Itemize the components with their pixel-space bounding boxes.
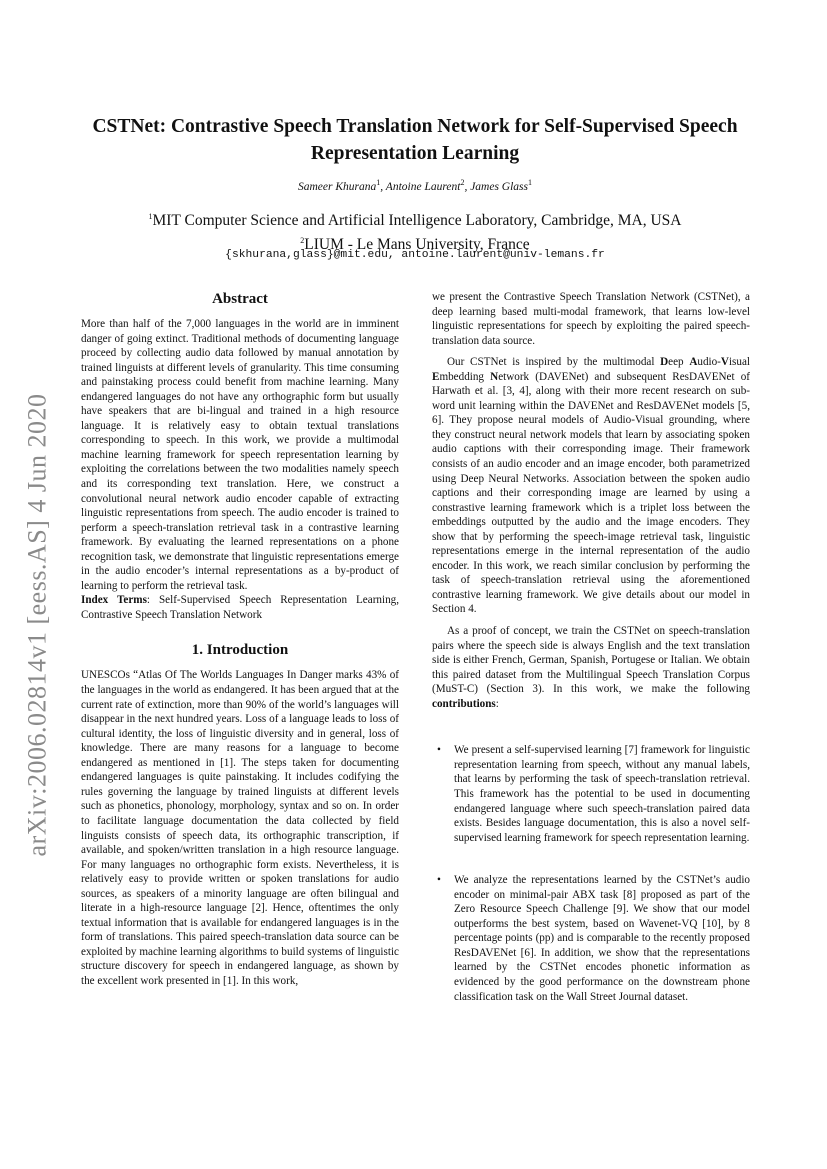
paragraph-body: (DAVENet) and subsequent ResDAVENet of Harwath et al. [3, 4], along with their more recent research on sub-word unit learning within the DAVENet and ResDAVENet models [5, 6]. They propose neural models of Audio-Visual grounding, where they construct neural network models that learn by associating spoken audio captions with their corresponding image. Their framework consists of an audio encoder and an image encoder, both parametrized using Deep Neural Networks. Association between the spoken audio captions and their corresponding image are learned by using a constrastive learning framework which is a triplet loss between the embeddings outputted by the audio and the image encoders. They show that by performing the speech-image retrieval task, linguistic representations emerge in the internal representation of the audio encoder. In this work, we reach similar conclusion by performing the task of speech-translation retrieval using the aforementioned contrastive learning framework. We give details about our model in Section 4. bbox=[432, 370, 751, 616]
abstract-text: More than half of the 7,000 languages in the world are in imminent danger of going extinct. Traditional methods of documenting language proceed by collecting audio data followed by manual annotation by trained linguists at different levels of granularity. This time consuming and painstaking process could benefit from machine learning. Many endangered languages do not have any orthographic form but usually have speakers that are bi-lingual and trained in a high resource language. It is relatively easy to obtain textual translations corresponding to speech. In this work, we provide a multimodal machine learning framework for speech representation learning by exploiting the correlations between the two modalities namely speech and its corresponding text translation. Here, we construct a convolutional neural network audio encoder capable of extracting linguistic representations from speech. The audio encoder is trained to perform a speech-translation retrieval task in a contrastive learning framework. By evaluating the learned representations on a phone recognition task, we demonstrate that linguistic representations emerge in the audio encoder’s internal representations as a by-product of learning to perform the retrieval task. bbox=[81, 318, 399, 592]
acronym-letter: D bbox=[660, 356, 669, 369]
author-name: Antoine Laurent bbox=[385, 180, 461, 193]
acronym-letter: E bbox=[432, 370, 440, 383]
affiliation-mark: 2 bbox=[300, 236, 305, 246]
index-terms-text: : Self-Supervised Speech Representation Learning, Contrastive Speech Translation Network bbox=[81, 594, 399, 621]
paragraph-body: As a proof of concept, we train the CSTNet on speech-translation pairs where the speech side is always English and the text translation side is either French, German, Spanish, Portugese or Italian. We obtain this paired dataset from the Multilingual Speech Translation Corpus (MuST-C) (Section 3). In this work, we make the following bbox=[432, 625, 750, 696]
affiliation-text: MIT Computer Science and Artificial Intelligence Laboratory, Cambridge, MA, USA bbox=[152, 212, 682, 230]
introduction-heading: 1. Introduction bbox=[191, 642, 289, 659]
list-item: • We present a self-supervised learning [7] framework for linguistic representation learning from speech, without any manual labels, that learns by performing the task of speech-translation retrieval. This framework has the potential to be used in documenting endangered language where such speech-translation paired data exists. Besides language documentation, this is also a novel self-supervised learning framework for speech representation learning. bbox=[454, 743, 750, 845]
abstract-heading: Abstract bbox=[212, 291, 268, 307]
affiliation-line bbox=[80, 207, 750, 231]
proof-of-concept-paragraph bbox=[432, 624, 750, 711]
intro-continuation-paragraph: we present the Contrastive Speech Translation Network (CSTNet), a deep learning based multi-modal framework, that learns low-level linguistic representations for speech by exploiting the paired speech-translation data source. bbox=[432, 291, 750, 347]
author-separator: , bbox=[464, 180, 471, 193]
author-separator: , bbox=[380, 180, 386, 193]
arxiv-identifier-text: arXiv:2006.02814v1 [eess.AS] 4 Jun 2020 bbox=[22, 393, 52, 857]
paragraph-lead: Our CSTNet is inspired by the multimodal bbox=[447, 356, 661, 369]
paragraph-end: : bbox=[495, 697, 499, 710]
acronym-rest: mbedding bbox=[439, 370, 491, 383]
affiliation-mark: 1 bbox=[148, 212, 153, 221]
author-affil-mark: 1 bbox=[376, 178, 381, 187]
acronym-letter: N bbox=[490, 370, 499, 383]
arxiv-identifier-stamp bbox=[17, 365, 57, 885]
author-affil-mark: 1 bbox=[528, 178, 533, 187]
index-terms bbox=[81, 593, 399, 622]
left-column bbox=[81, 290, 399, 989]
acronym-letter: V bbox=[720, 356, 729, 369]
index-terms-label: Index Terms bbox=[81, 594, 147, 607]
author-name: Sameer Khurana bbox=[297, 180, 377, 193]
acronym-rest: etwork bbox=[498, 370, 530, 383]
acronym-rest: udio- bbox=[697, 356, 721, 369]
acronym-letter: A bbox=[689, 356, 698, 369]
author-affil-mark: 2 bbox=[460, 178, 465, 187]
contributions-list bbox=[432, 743, 750, 1004]
acronym-rest: isual bbox=[728, 356, 750, 369]
davenet-paragraph bbox=[432, 355, 750, 617]
introduction-paragraph: UNESCOs “Atlas Of The Worlds Languages In Danger marks 43% of the languages in the world as endangered. It has been argued that at the current rate of extinction, more than 90% of the world’s languages will disappear in the next hundred years. Loss of a language leads to loss of cultural identity, the loss of linguistic diversity and in general, loss of knowledge. There are many reasons for a language to become endangered as mentioned in [1]. The steps taken for documenting endangered languages is quite painstaking. It includes codifying the rules governing the language by trained linguists at different levels such as phonetics, phonology, morphology, syntax and so on. In order to facilitate language documentation the data collected by field linguists consists of speech data, its orthographic transcription, if available, and spoken/written translation in a high resource language. For many languages no orthographic form exists. Nevertheless, it is relatively easy to provide written or spoken translations for audio sources, as speakers of a minority language are often bilingual and literate in a high-resource language [2]. Hence, oftentimes the only textual information that is available for endangered languages is in the form of translations. This paired speech-translation data source can be exploited by machine learning algorithms to build systems of linguistic structure discovery for speech in endangered language, as shown by the excellent work presented in [1]. In this work, bbox=[81, 669, 399, 987]
affiliation-text: LIUM - Le Mans University, France bbox=[304, 236, 530, 254]
contributions-label: contributions bbox=[432, 697, 496, 710]
author-emails: {skhurana,glass}@mit.edu, antoine.laurent@univ-lemans.fr bbox=[225, 249, 605, 261]
right-column bbox=[432, 290, 750, 1032]
list-item: • We analyze the representations learned by the CSTNet’s audio encoder on minimal-pair ABX task [8] proposed as part of the Zero Resource Speech Challenge [9]. We show that our model outperforms the best system, based on Wavenet-VQ [10], by 8 percentage points (pp) and is comparable to the recently proposed ResDAVENet [6]. In addition, we show that the representations learned by the CSTNet encodes phonetic information as evidenced by the good performance on the downstream phone classification task on the Wall Street Journal dataset. bbox=[454, 873, 750, 1004]
author-name: James Glass bbox=[470, 180, 529, 193]
acronym-rest: eep bbox=[668, 356, 690, 369]
paper-title: CSTNet: Contrastive Speech Translation Network for Self-Supervised Speech Representation Learning bbox=[92, 116, 738, 164]
author-list bbox=[80, 178, 750, 193]
